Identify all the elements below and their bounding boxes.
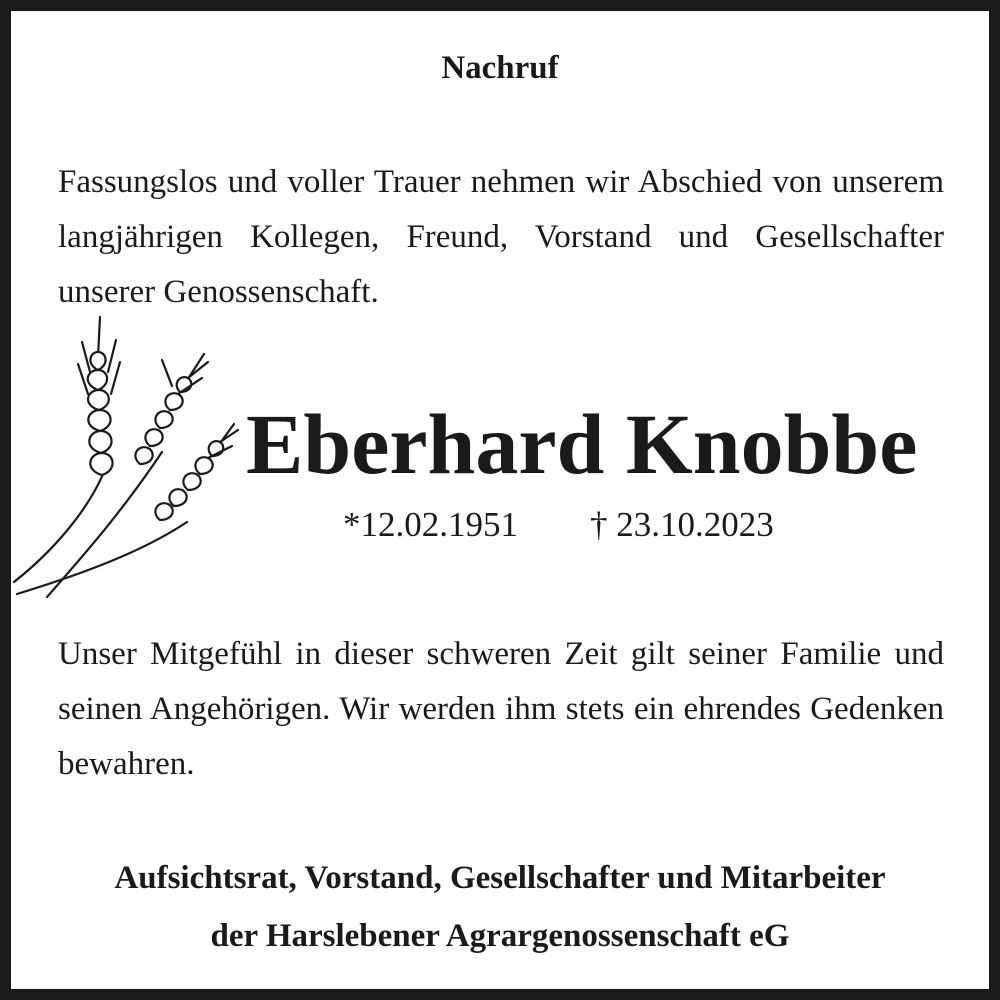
signature-line-2: der Harslebener Agrargenossenschaft eG [210,918,790,954]
deceased-name: Eberhard Knobbe [246,396,918,492]
page-title: Nachruf [441,50,559,86]
birth-date: *12.02.1951 [343,505,518,544]
death-date: † 23.10.2023 [590,505,774,544]
closing-paragraph: Unser Mitgefühl in dieser schweren Zeit gilt seiner Familie und seinen Angehörigen. Wir werden ihm stets ein ehrendes Gedenken bewahren. [58,636,944,782]
signature-line-1: Aufsichtsrat, Vorstand, Gesellschafter und Mitarbeiter [114,860,886,896]
wheat-ears-icon [12,312,240,602]
intro-paragraph: Fassungslos und voller Trauer nehmen wir Abschied von unserem langjährigen Kollegen, Freund, Vorstand und Gesellschafter unserer Genossenschaft. [58,164,944,310]
